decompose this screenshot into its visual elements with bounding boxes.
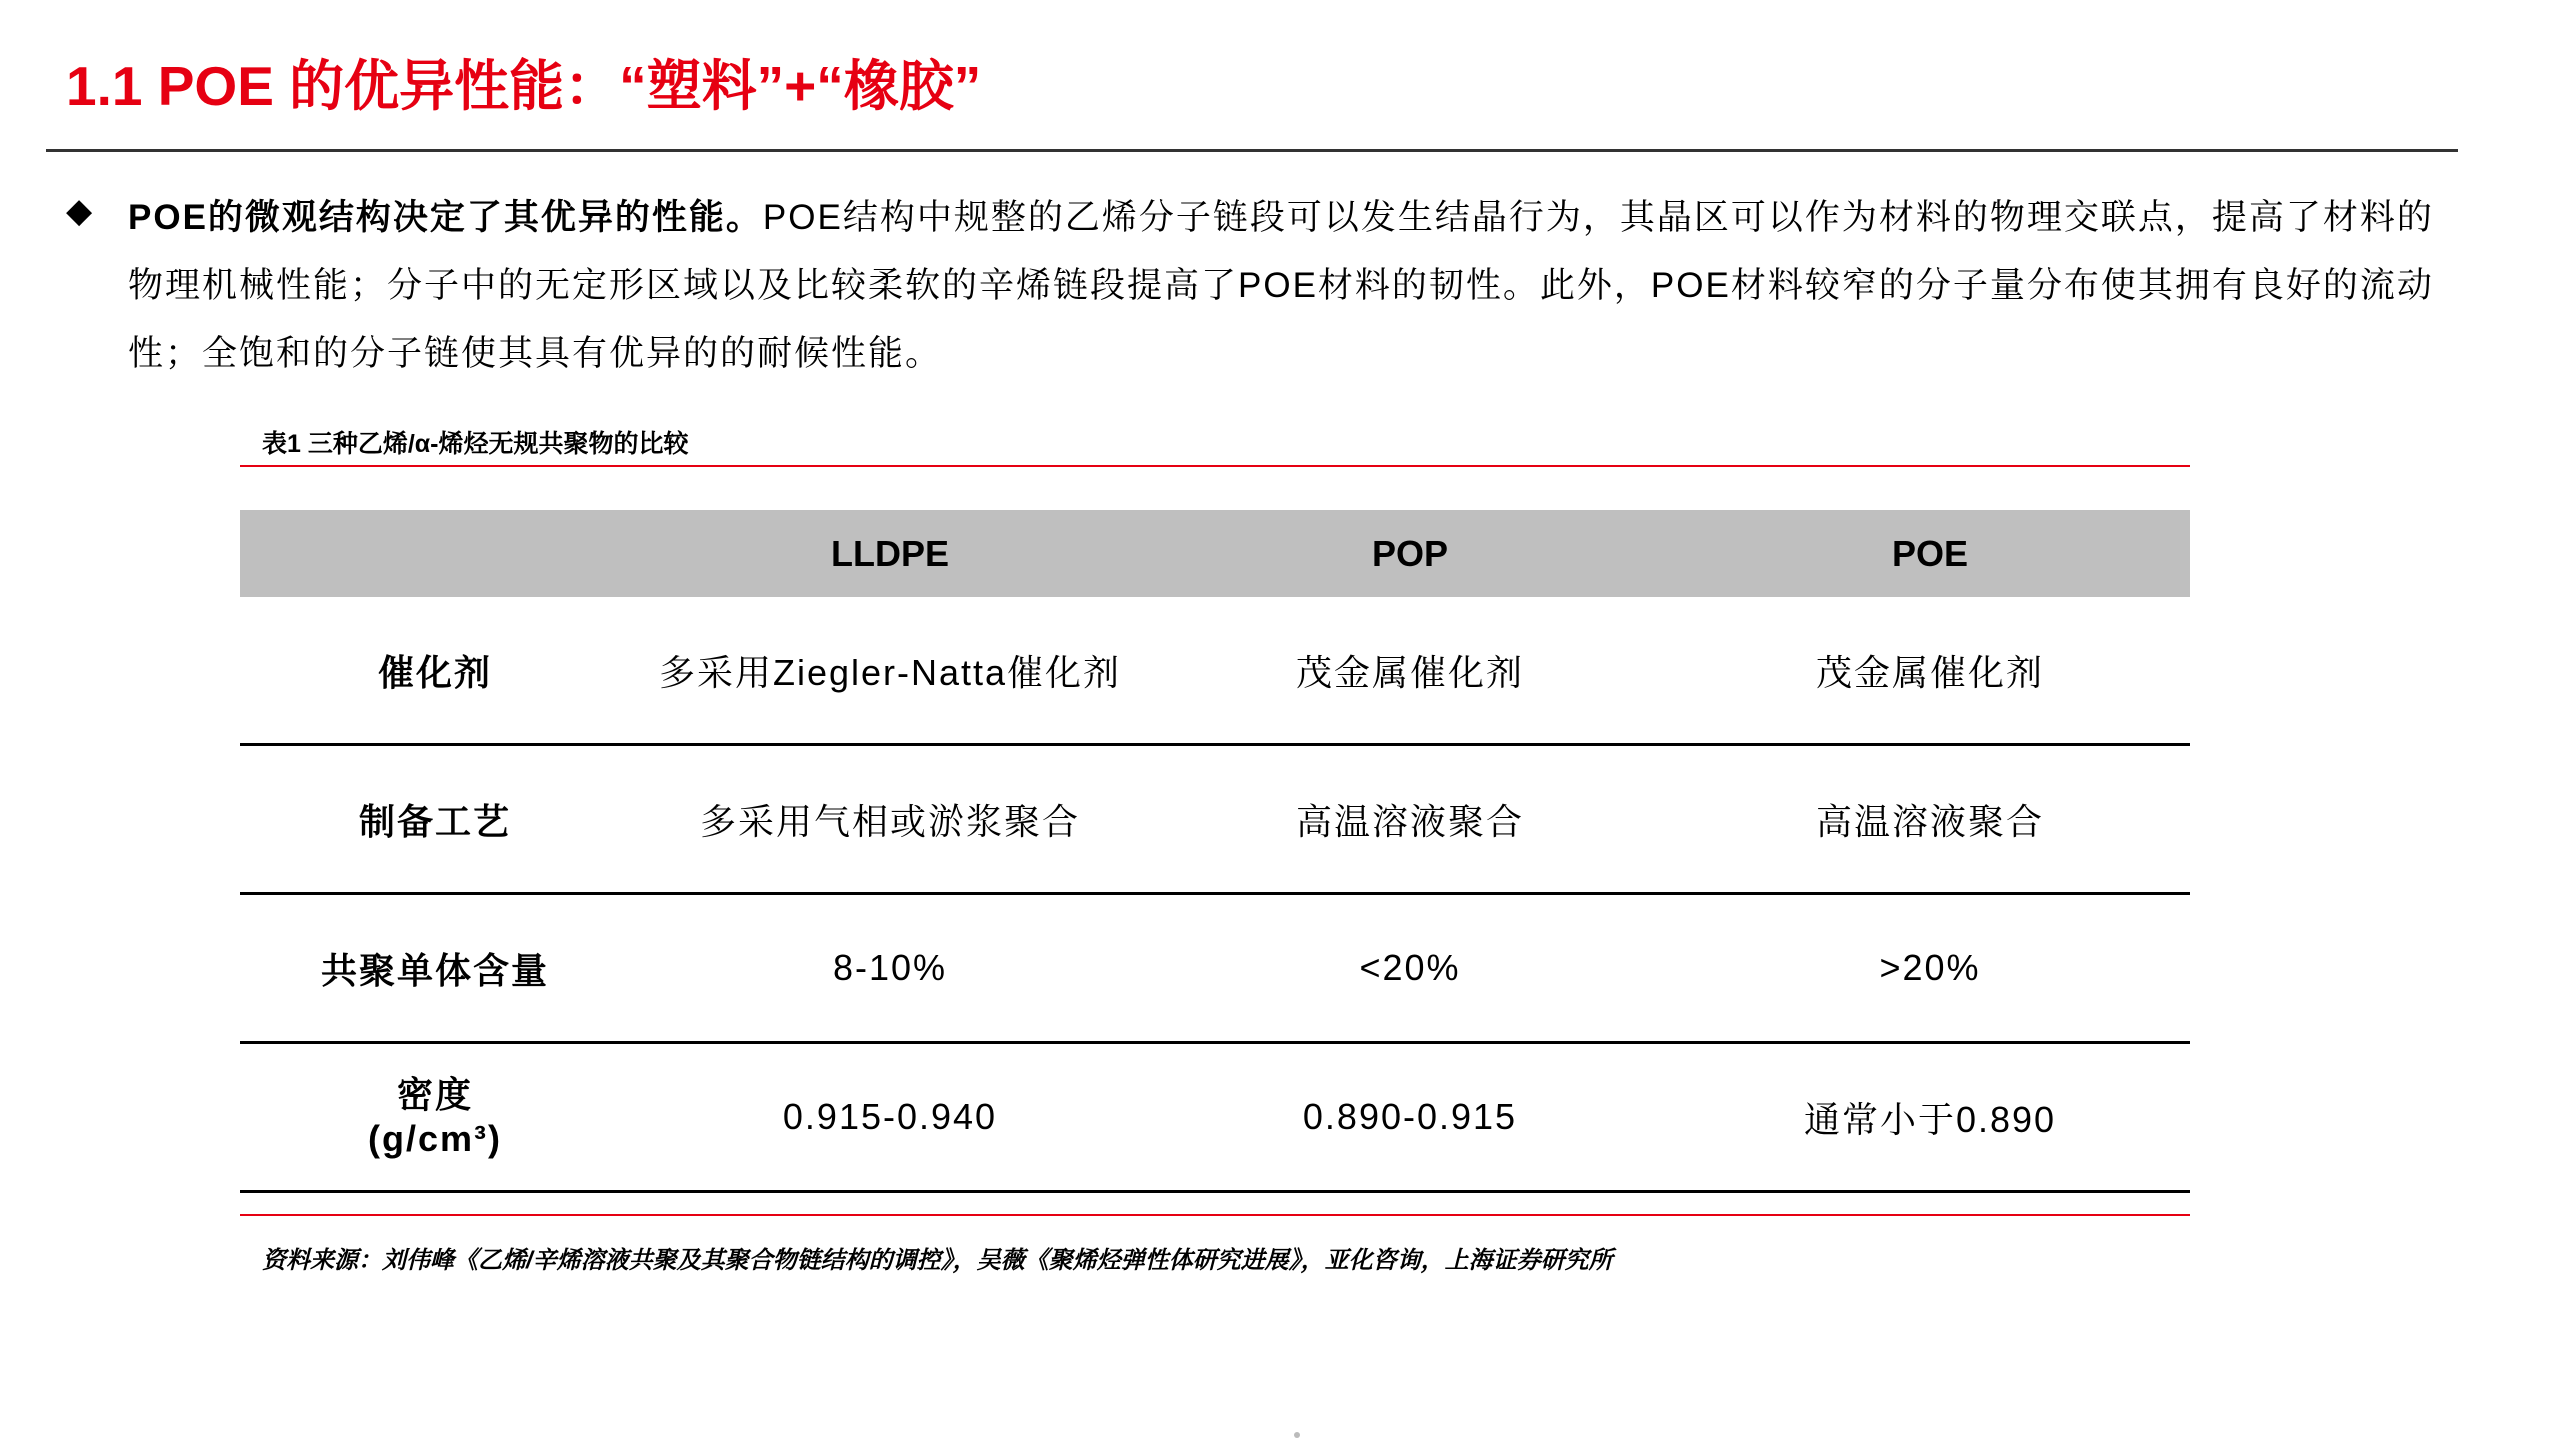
- table-cell: 8-10%: [630, 894, 1150, 1043]
- row-label-density: [240, 1043, 630, 1192]
- table-row: [240, 745, 2190, 894]
- table-row: [240, 894, 2190, 1043]
- bullet-body: POE结构中规整的乙烯分子链段可以发生结晶行为，其晶区可以作为材料的物理交联点，提高了材料的物理机械性能；分子中的无定形区域以及比较柔软的辛烯链段提高了POE材料的韧性。此外，POE材料较窄的分子量分布使其拥有良好的流动性；全饱和的分子链使其具有优异的的耐候性能。: [128, 198, 2434, 373]
- table-row: [240, 597, 2190, 745]
- table-cell: <20%: [1150, 894, 1670, 1043]
- page-title: 1.1 POE 的优异性能：“塑料”+“橡胶”: [66, 55, 982, 117]
- page-indicator-dot: [1294, 1432, 1300, 1438]
- row-label-process: 制备工艺: [240, 745, 630, 894]
- header-cell-poe: POE: [1670, 510, 2190, 597]
- table-cell: 多采用气相或淤浆聚合: [630, 745, 1150, 894]
- table-caption: 表1 三种乙烯/α-烯烃无规共聚物的比较: [262, 430, 689, 458]
- table-cell: 通常小于0.890: [1670, 1043, 2190, 1192]
- row-label-catalyst: 催化剂: [240, 597, 630, 745]
- bullet-paragraph: [66, 184, 2446, 388]
- table-cell: >20%: [1670, 894, 2190, 1043]
- table-header-row: [240, 510, 2190, 597]
- source-note: 资料来源：刘伟峰《乙烯/辛烯溶液共聚及其聚合物链结构的调控》，吴薇《聚烯烃弹性体研究进展》，亚化咨询，上海证券研究所: [262, 1247, 1613, 1274]
- row-label-density-unit: (g/cm³): [368, 1118, 502, 1159]
- title-divider: [46, 149, 2458, 152]
- table-cell: 0.890-0.915: [1150, 1043, 1670, 1192]
- row-label-comonomer: 共聚单体含量: [240, 894, 630, 1043]
- source-divider: [240, 1214, 2190, 1216]
- caption-divider: [240, 465, 2190, 467]
- header-cell-pop: POP: [1150, 510, 1670, 597]
- table-cell: 高温溶液聚合: [1150, 745, 1670, 894]
- header-cell-empty: [240, 510, 630, 597]
- comparison-table: [240, 510, 2190, 1193]
- bullet-text: [128, 184, 2446, 388]
- row-label-density-text: 密度: [396, 1074, 473, 1115]
- header-cell-lldpe: LLDPE: [630, 510, 1150, 597]
- table-cell: 0.915-0.940: [630, 1043, 1150, 1192]
- table-cell: 茂金属催化剂: [1670, 597, 2190, 745]
- bullet-lead: POE的微观结构决定了其优异的性能。: [128, 198, 763, 237]
- table-cell: 茂金属催化剂: [1150, 597, 1670, 745]
- table-cell: 高温溶液聚合: [1670, 745, 2190, 894]
- diamond-bullet-icon: ◆: [66, 192, 93, 230]
- table-row: [240, 1043, 2190, 1192]
- table-cell: 多采用Ziegler-Natta催化剂: [630, 597, 1150, 745]
